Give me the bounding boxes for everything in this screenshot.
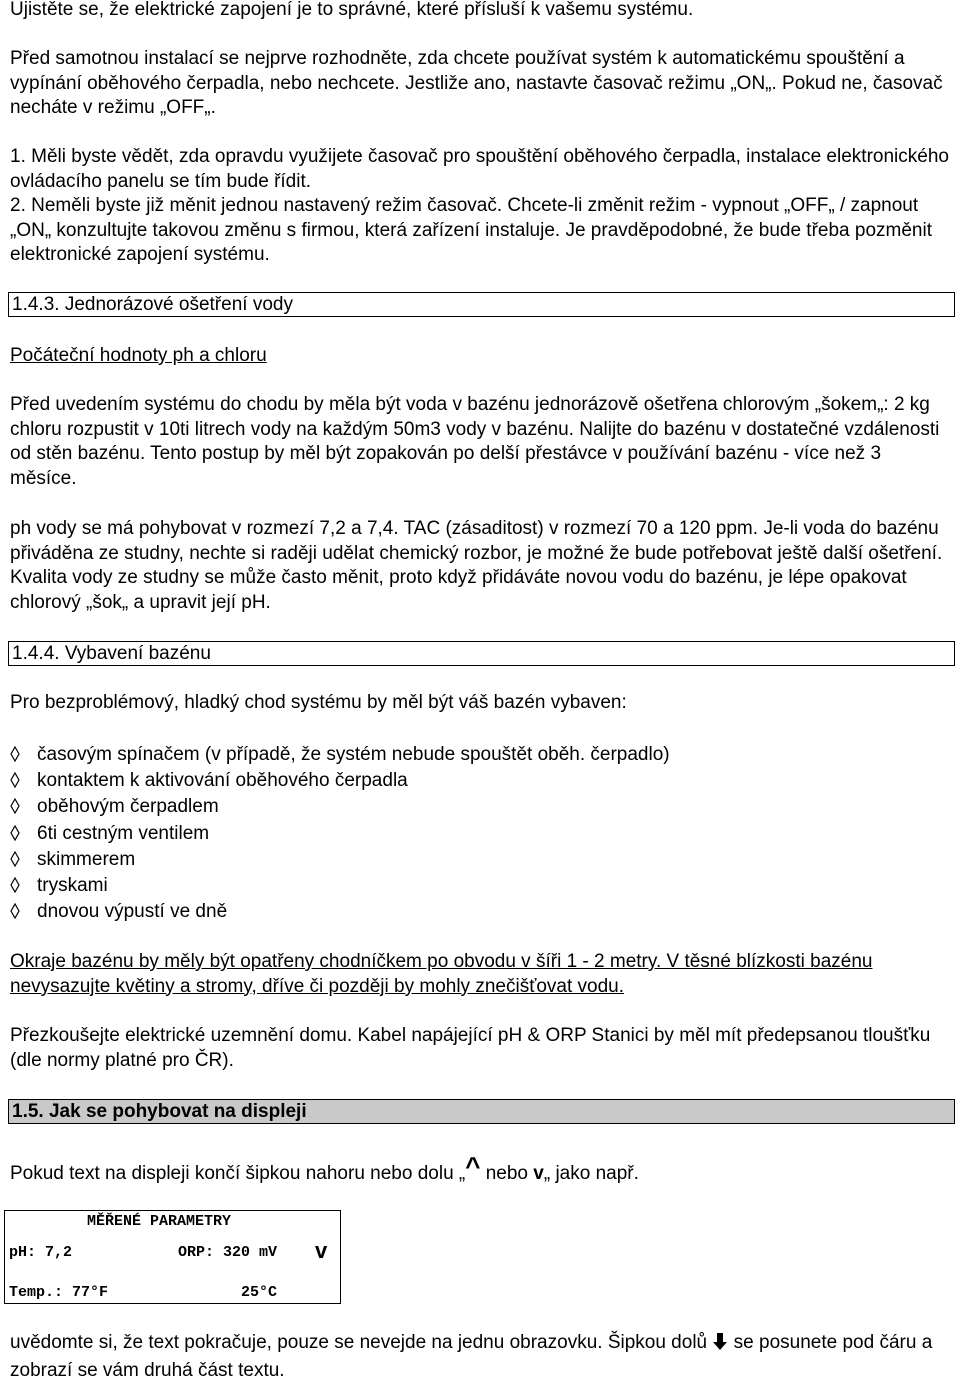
- section-heading-1-4-4: 1.4.4. Vybavení bazénu: [8, 641, 955, 666]
- note-2: 2. Neměli byste již měnit jednou nastavený režim časovač. Chcete-li změnit režim - vypnout „OFF„ / zapnout „ON„ konzultujte takovou změnu s firmou, která zařízení instaluje. Je pravděpodobné, že bude třeba pozměnit elektronické zapojení systému.: [10, 195, 932, 265]
- arrow-paragraph: [10, 1151, 950, 1187]
- list-item: [10, 873, 670, 899]
- lcd-display-example: [4, 1210, 341, 1304]
- display-orp-value: ORP: 320 mV: [178, 1244, 278, 1261]
- diamond-bullet-icon: [10, 847, 37, 873]
- list-item: [10, 768, 670, 794]
- pool-edges-paragraph: Okraje bazénu by měly být opatřeny chodníčkem po obvodu v šíři 1 - 2 metry. V těsné blízkosti bazénu nevysazujte květiny a stromy, dříve či později by mohly znečišťovat vodu.: [10, 951, 873, 997]
- equipment-intro: Pro bezproblémový, hladký chod systému by měl být váš bazén vybaven:: [10, 692, 627, 713]
- list-item-label: tryskami: [37, 874, 108, 896]
- down-arrow-symbol: v: [533, 1163, 544, 1184]
- diamond-bullet-icon: [10, 742, 37, 768]
- arrow-text-middle: nebo: [480, 1163, 534, 1184]
- equipment-list: [10, 742, 670, 925]
- diamond-bullet-icon: [10, 899, 37, 925]
- intro-paragraph: Ujistěte se, že elektrické zapojení je to správné, které přísluší k vašemu systému.: [10, 0, 694, 20]
- list-item: [10, 899, 670, 925]
- list-item-label: skimmerem: [37, 848, 136, 870]
- list-item-label: dnovou výpustí ve dně: [37, 901, 228, 923]
- display-temp-f: Temp.: 77°F: [9, 1284, 109, 1301]
- section-heading-1-4-3: 1.4.3. Jednorázové ošetření vody: [8, 292, 955, 317]
- section-heading-1-5: 1.5. Jak se pohybovat na displeji: [8, 1099, 955, 1124]
- diamond-bullet-icon: [10, 873, 37, 899]
- continue-text-start: uvědomte si, že text pokračuje, pouze se nevejde na jednu obrazovku. Šipkou dolů: [10, 1332, 708, 1353]
- grounding-paragraph: Přezkoušejte elektrické uzemnění domu. Kabel napájející pH & ORP Stanici by měl mít předepsanou tloušťku (dle normy platné pro ČR).: [10, 1025, 931, 1071]
- list-item: [10, 821, 670, 847]
- list-item: [10, 742, 670, 768]
- diamond-bullet-icon: [10, 821, 37, 847]
- diamond-bullet-icon: [10, 794, 37, 820]
- arrow-text-start: Pokud text na displeji končí šipkou nahoru nebo dolu „: [10, 1163, 466, 1184]
- arrow-text-end: „ jako např.: [543, 1163, 639, 1184]
- continue-paragraph: [10, 1331, 950, 1383]
- diamond-bullet-icon: [10, 768, 37, 794]
- list-item-label: časovým spínačem (v případě, že systém nebude spouštět oběh. čerpadlo): [37, 744, 670, 765]
- list-item-label: 6ti cestným ventilem: [37, 822, 210, 844]
- up-arrow-symbol: ^: [465, 1151, 481, 1181]
- list-item-label: oběhovým čerpadlem: [37, 796, 219, 818]
- ph-paragraph: ph vody se má pohybovat v rozmezí 7,2 a 7,4. TAC (zásaditost) v rozmezí 70 a 120 ppm. Je-li voda do bazénu přiváděna ze studny, nechte si raději udělat chemický rozbor, je možné že bude potřebovat ještě další ošetření. Kvalita vody ze studny se může často měnit, proto když přidáváte novou vodu do bazénu, je lépe opakovat chlorový „šok„ a upravit její pH.: [10, 518, 943, 613]
- list-item-label: kontaktem k aktivování oběhového čerpadla: [37, 770, 408, 792]
- continue-text-end: se posunete pod čáru a zobrazí se vám druhá část textu.: [10, 1332, 933, 1381]
- list-item: [10, 847, 670, 873]
- display-temp-c: 25°C: [241, 1284, 278, 1301]
- note-1: 1. Měli byste vědět, zda opravdu využijete časovač pro spouštění oběhového čerpadla, instalace elektronického ovládacího panelu se tím bude řídit.: [10, 146, 949, 192]
- timer-paragraph: Před samotnou instalací se nejprve rozhodněte, zda chcete používat systém k automatickému spouštění a vypínání oběhového čerpadla, nebo nechcete. Jestliže ano, nastavte časovač režimu „ON„. Pokud ne, časovač necháte v režimu „OFF„.: [10, 48, 943, 118]
- arrow-down-icon: [712, 1332, 728, 1359]
- list-item: [10, 794, 670, 820]
- display-ph-value: pH: 7,2: [9, 1244, 73, 1261]
- chlorine-shock-paragraph: Před uvedením systému do chodu by měla být voda v bazénu jednorázově ošetřena chlorovým „šokem„: 2 kg chloru rozpustit v 10ti litrech vody na každým 50m3 vody v bazénu. Nalijte do bazénu v dostatečné vzdálenosti od stěn bazénu. Tento postup by měl být zopakován po delší přestávce v používání bazénu - více než 3 měsíce.: [10, 394, 940, 489]
- subheading-initial-values: Počáteční hodnoty ph a chloru: [10, 345, 267, 366]
- display-title: MĚŘENÉ PARAMETRY: [87, 1213, 232, 1230]
- display-down-arrow: v: [315, 1238, 328, 1263]
